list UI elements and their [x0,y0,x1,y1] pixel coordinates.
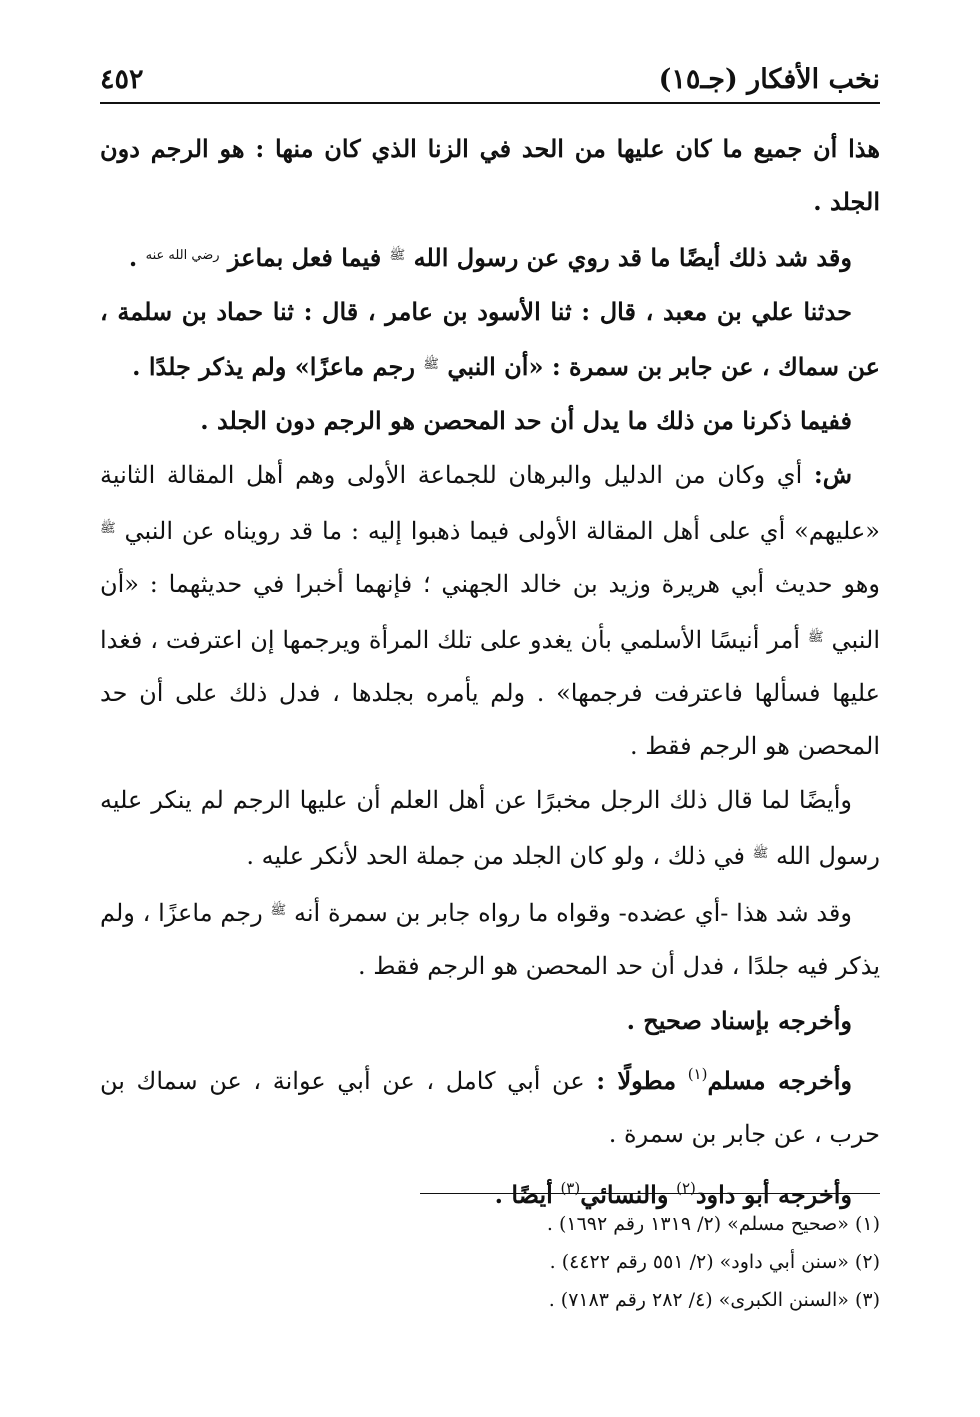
footnote-3: (٣) «السنن الكبرى» (٤/ ٢٨٢ رقم ٧١٨٣) . [548,1289,880,1311]
paragraph-9 [100,1048,880,1161]
paragraph-7-text-b: رجم ماعزًا ، ولم يذكر فيه جلدًا ، فدل أن حد المحصن هو الرجم فقط . [100,899,880,980]
paragraph-5 [100,448,880,773]
footnotes [100,1205,880,1319]
page-number: ٤٥٢ [100,64,144,95]
paragraph-1: هذا أن جميع ما كان عليها من الحد في الزنا الذي كان منها : هو الرجم دون الجلد . [100,134,880,216]
paragraph-5-text-b: وهو حديث أبي هريرة وزيد بن خالد الجهني ؛ فإنهما أخبرا في حديثهما : «أن النبي [100,570,880,654]
footnote-1: (١) «صحيح مسلم» (٢/ ١٣١٩ رقم ١٦٩٢) . [546,1213,880,1235]
main-text [100,122,880,1223]
paragraph-5-text-c: أمر أنيسًا الأسلمي بأن يغدو على تلك المرأة ويرجمها إن اعترفت ، فغدا عليها فسألها فاعترفت فرجمها» . ولم يأمره بجلدها ، فدل ذلك على أن حد المحصن هو الرجم فقط . [100,626,880,760]
sharh-label: ش: [813,460,852,489]
page-header [100,62,880,104]
paragraph-6-text-b: في ذلك ، ولو كان الجلد من جملة الحد لأنكر عليه . [246,842,746,870]
prophet-honorific: ﷺ [807,630,824,645]
paragraph-9-text-a: وأخرجه مسلم [707,1066,853,1095]
paragraph-3-text-b: رجم ماعزًا» ولم يذكر جلدًا . [132,352,415,381]
paragraph-3-text-a: حدثنا علي بن معبد ، قال : ثنا الأسود بن عامر ، قال : ثنا حماد بن سلمة ، عن سماك ، عن جابر بن سمرة : «أن النبي [100,297,880,381]
running-title: نخب الأفكار (جـ١٥) [658,64,880,95]
footnote-ref-2[interactable]: (٢) [676,1179,696,1197]
prophet-honorific: ﷺ [100,521,116,536]
paragraph-2-text-a: وقد شد ذلك أيضًا ما قد روي عن رسول الله [413,243,852,272]
paragraph-3 [100,285,880,393]
paragraph-2 [100,229,880,284]
prophet-honorific: ﷺ [423,357,439,372]
paragraph-9-text-c: عن أبي كامل ، عن أبي عوانة ، عن سماك بن حرب ، عن جابر بن سمرة . [100,1067,880,1148]
footnote-2: (٢) «سنن أبي داود» (٢/ ٥٥١ رقم ٤٤٢٢) . [549,1251,880,1273]
prophet-honorific: ﷺ [389,248,406,263]
paragraph-10-text-b: والنسائي [580,1180,669,1209]
paragraph-4: ففيما ذكرنا من ذلك ما يدل أن حد المحصن هو الرجم دون الجلد . [200,406,852,435]
paragraph-8: وأخرجه بإسناد صحيح . [626,1006,852,1035]
paragraph-10-text-c: أيضًا . [494,1180,553,1209]
footnote-ref-3[interactable]: (٣) [560,1179,581,1197]
paragraph-6-text-a: وأيضًا لما قال ذلك الرجل مخبرًا عن أهل العلم أن عليها الرجم لم ينكر عليه رسول الله [100,786,880,870]
prophet-honorific: ﷺ [752,846,769,861]
paragraph-2-text-b: فيما فعل بماعز [227,243,382,272]
footnote-ref-1[interactable]: (١) [687,1065,708,1083]
paragraph-6 [100,774,880,883]
prophet-honorific: ﷺ [270,903,287,918]
paragraph-5-text-a: أي وكان من الدليل والبرهان للجماعة الأولى وهم أهل المقالة الثانية «عليهم» أي على أهل المقالة الأولى فيما ذهبوا إليه : ما قد رويناه عن النبي [100,461,880,545]
companion-honorific: رضي الله عنه [145,248,220,263]
paragraph-7-text-a: وقد شد هذا -أي عضده- وقواه ما رواه جابر بن سمرة أنه [293,899,852,927]
paragraph-10-text-a: وأخرجه أبو داود [695,1180,852,1209]
paragraph-2-text-c: . [128,243,138,272]
paragraph-7 [100,884,880,993]
footnote-divider [420,1193,880,1194]
paragraph-9-text-b: مطولًا : [596,1066,677,1095]
